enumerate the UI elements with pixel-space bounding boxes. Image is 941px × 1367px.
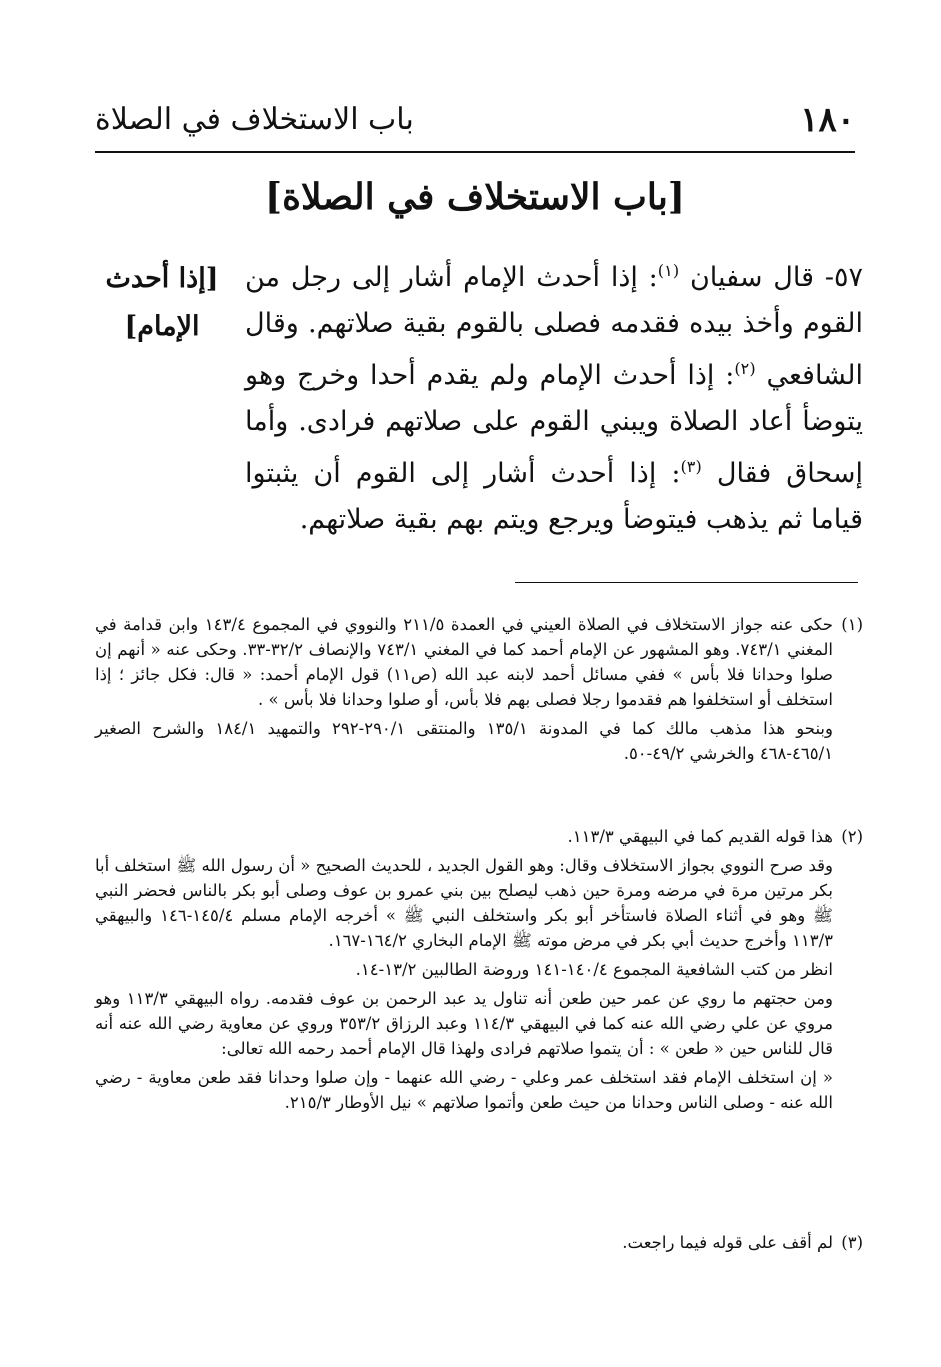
main-text-part-4: : إذا أحدث أشار إلى القوم أن يثبتوا قياما ثم يذهب فيتوضأ ويرجع ويتم بهم بقية صلاتهم. (245, 458, 863, 535)
footnote-paragraph: هذا قوله القديم كما في البيهقي ١١٣/٣. (567, 827, 833, 846)
footnote-ref-2: (٢) (734, 359, 756, 378)
main-text-part-3: : إذا أحدث الإمام ولم يقدم أحدا وخرج وهو يتوضأ أعاد الصلاة ويبني القوم على صلاتهم فرادى. وأما إسحاق فقال (245, 360, 863, 489)
footnote-number: (١) (841, 615, 863, 634)
main-text (245, 248, 863, 542)
footnote-paragraph: انظر من كتب الشافعية المجموع ١٤٠/٤-١٤١ وروضة الطالبين ١٣/٢-١٤. (355, 960, 833, 979)
footnote-ref-3: (٣) (680, 457, 702, 476)
chapter-title: [باب الاستخلاف في الصلاة] (265, 176, 685, 218)
footnote-3 (95, 1230, 863, 1255)
footnote-divider (515, 582, 858, 583)
footnote-paragraph: حكى عنه جواز الاستخلاف في الصلاة العيني في العمدة ٢١١/٥ والنووي في المجموع ١٤٣/٤ وابن قدامة في المغني ٧٤٣/١. وهو المشهور عن الإمام أحمد كما في المغني ٧٤٣/١ والإنصاف ٣٢/٢-٣٣. وحكى عنه « أنهم إن صلوا وحدانا فلا بأس » ففي مسائل أحمد لابنه عبد الله (ص١١) قول الإمام أحمد: « قال: فكل جائز ؛ إذا استخلف أو استخلفوا هم فقدموا رجلا فصلى بهم فلا بأس، أو صلوا وحدانا فلا بأس » . (95, 615, 833, 709)
margin-note-line-2: الإمام] (124, 311, 200, 342)
header-divider (95, 151, 855, 153)
footnote-1 (95, 612, 863, 766)
margin-note (102, 255, 222, 351)
main-text-part-1: ٥٧- قال سفيان (689, 262, 863, 293)
margin-note-line-1: [إذا أحدث (105, 263, 219, 294)
main-text-part-2: : إذا أحدث الإمام أشار إلى رجل من القوم وأخذ بيده فقدمه فصلى بالقوم بقية صلاتهم. وقال الشافعي (245, 262, 863, 391)
footnote-paragraph: لم أقف على قوله فيما راجعت. (622, 1233, 833, 1252)
footnote-ref-1: (١) (657, 261, 680, 280)
footnote-paragraph: وبنحو هذا مذهب مالك كما في المدونة ١٣٥/١ والمنتقى ٢٩٠/١-٢٩٢ والتمهيد ١٨٤/١ والشرح الصغير ٤٦٥/١-٤٦٨ والخرشي ٤٩/٢-٥٠. (95, 719, 833, 763)
page-number: ١٨٠ (800, 100, 855, 140)
running-title: باب الاستخلاف في الصلاة (95, 102, 414, 137)
footnote-2 (95, 824, 863, 1115)
footnote-number: (٣) (841, 1233, 863, 1252)
page-header (95, 98, 855, 148)
footnote-paragraph: وقد صرح النووي بجواز الاستخلاف وقال: وهو القول الجديد ، للحديث الصحيح « أن رسول الله ﷺ استخلف أبا بكر مرتين مرة في مرضه ومرة حين ذهب ليصلح بين بني عمرو بن عوف وصلى أبو بكر بالناس فحضر النبي ﷺ وهو في أثناء الصلاة فاستأخر أبو بكر واستخلف النبي ﷺ » أخرجه الإمام مسلم ١٤٥/٤-١٤٦ والبيهقي ١١٣/٣ وأخرج حديث أبي بكر في مرض موته ﷺ الإمام البخاري ١٦٤/٢-١٦٧. (95, 856, 833, 950)
footnote-paragraph: ومن حجتهم ما روي عن عمر حين طعن أنه تناول يد عبد الرحمن بن عوف فقدمه. رواه البيهقي ١١٣/٣ وهو مروي عن علي رضي الله عنه كما في البيهقي ١١٤/٣ وعبد الرزاق ٣٥٣/٢ وروي عن معاوية رضي الله عنه أنه قال للناس حين « طعن » : أن يتموا صلاتهم فرادى ولهذا قال الإمام أحمد رحمه الله تعالى: (95, 989, 833, 1058)
footnote-paragraph: « إن استخلف الإمام فقد استخلف عمر وعلي - رضي الله عنهما - وإن صلوا وحدانا فقد طعن معاوية - رضي الله عنه - وصلى الناس وحدانا من حيث طعن وأتموا صلاتهم » نيل الأوطار ٢١٥/٣. (95, 1068, 833, 1112)
footnote-number: (٢) (841, 827, 863, 846)
